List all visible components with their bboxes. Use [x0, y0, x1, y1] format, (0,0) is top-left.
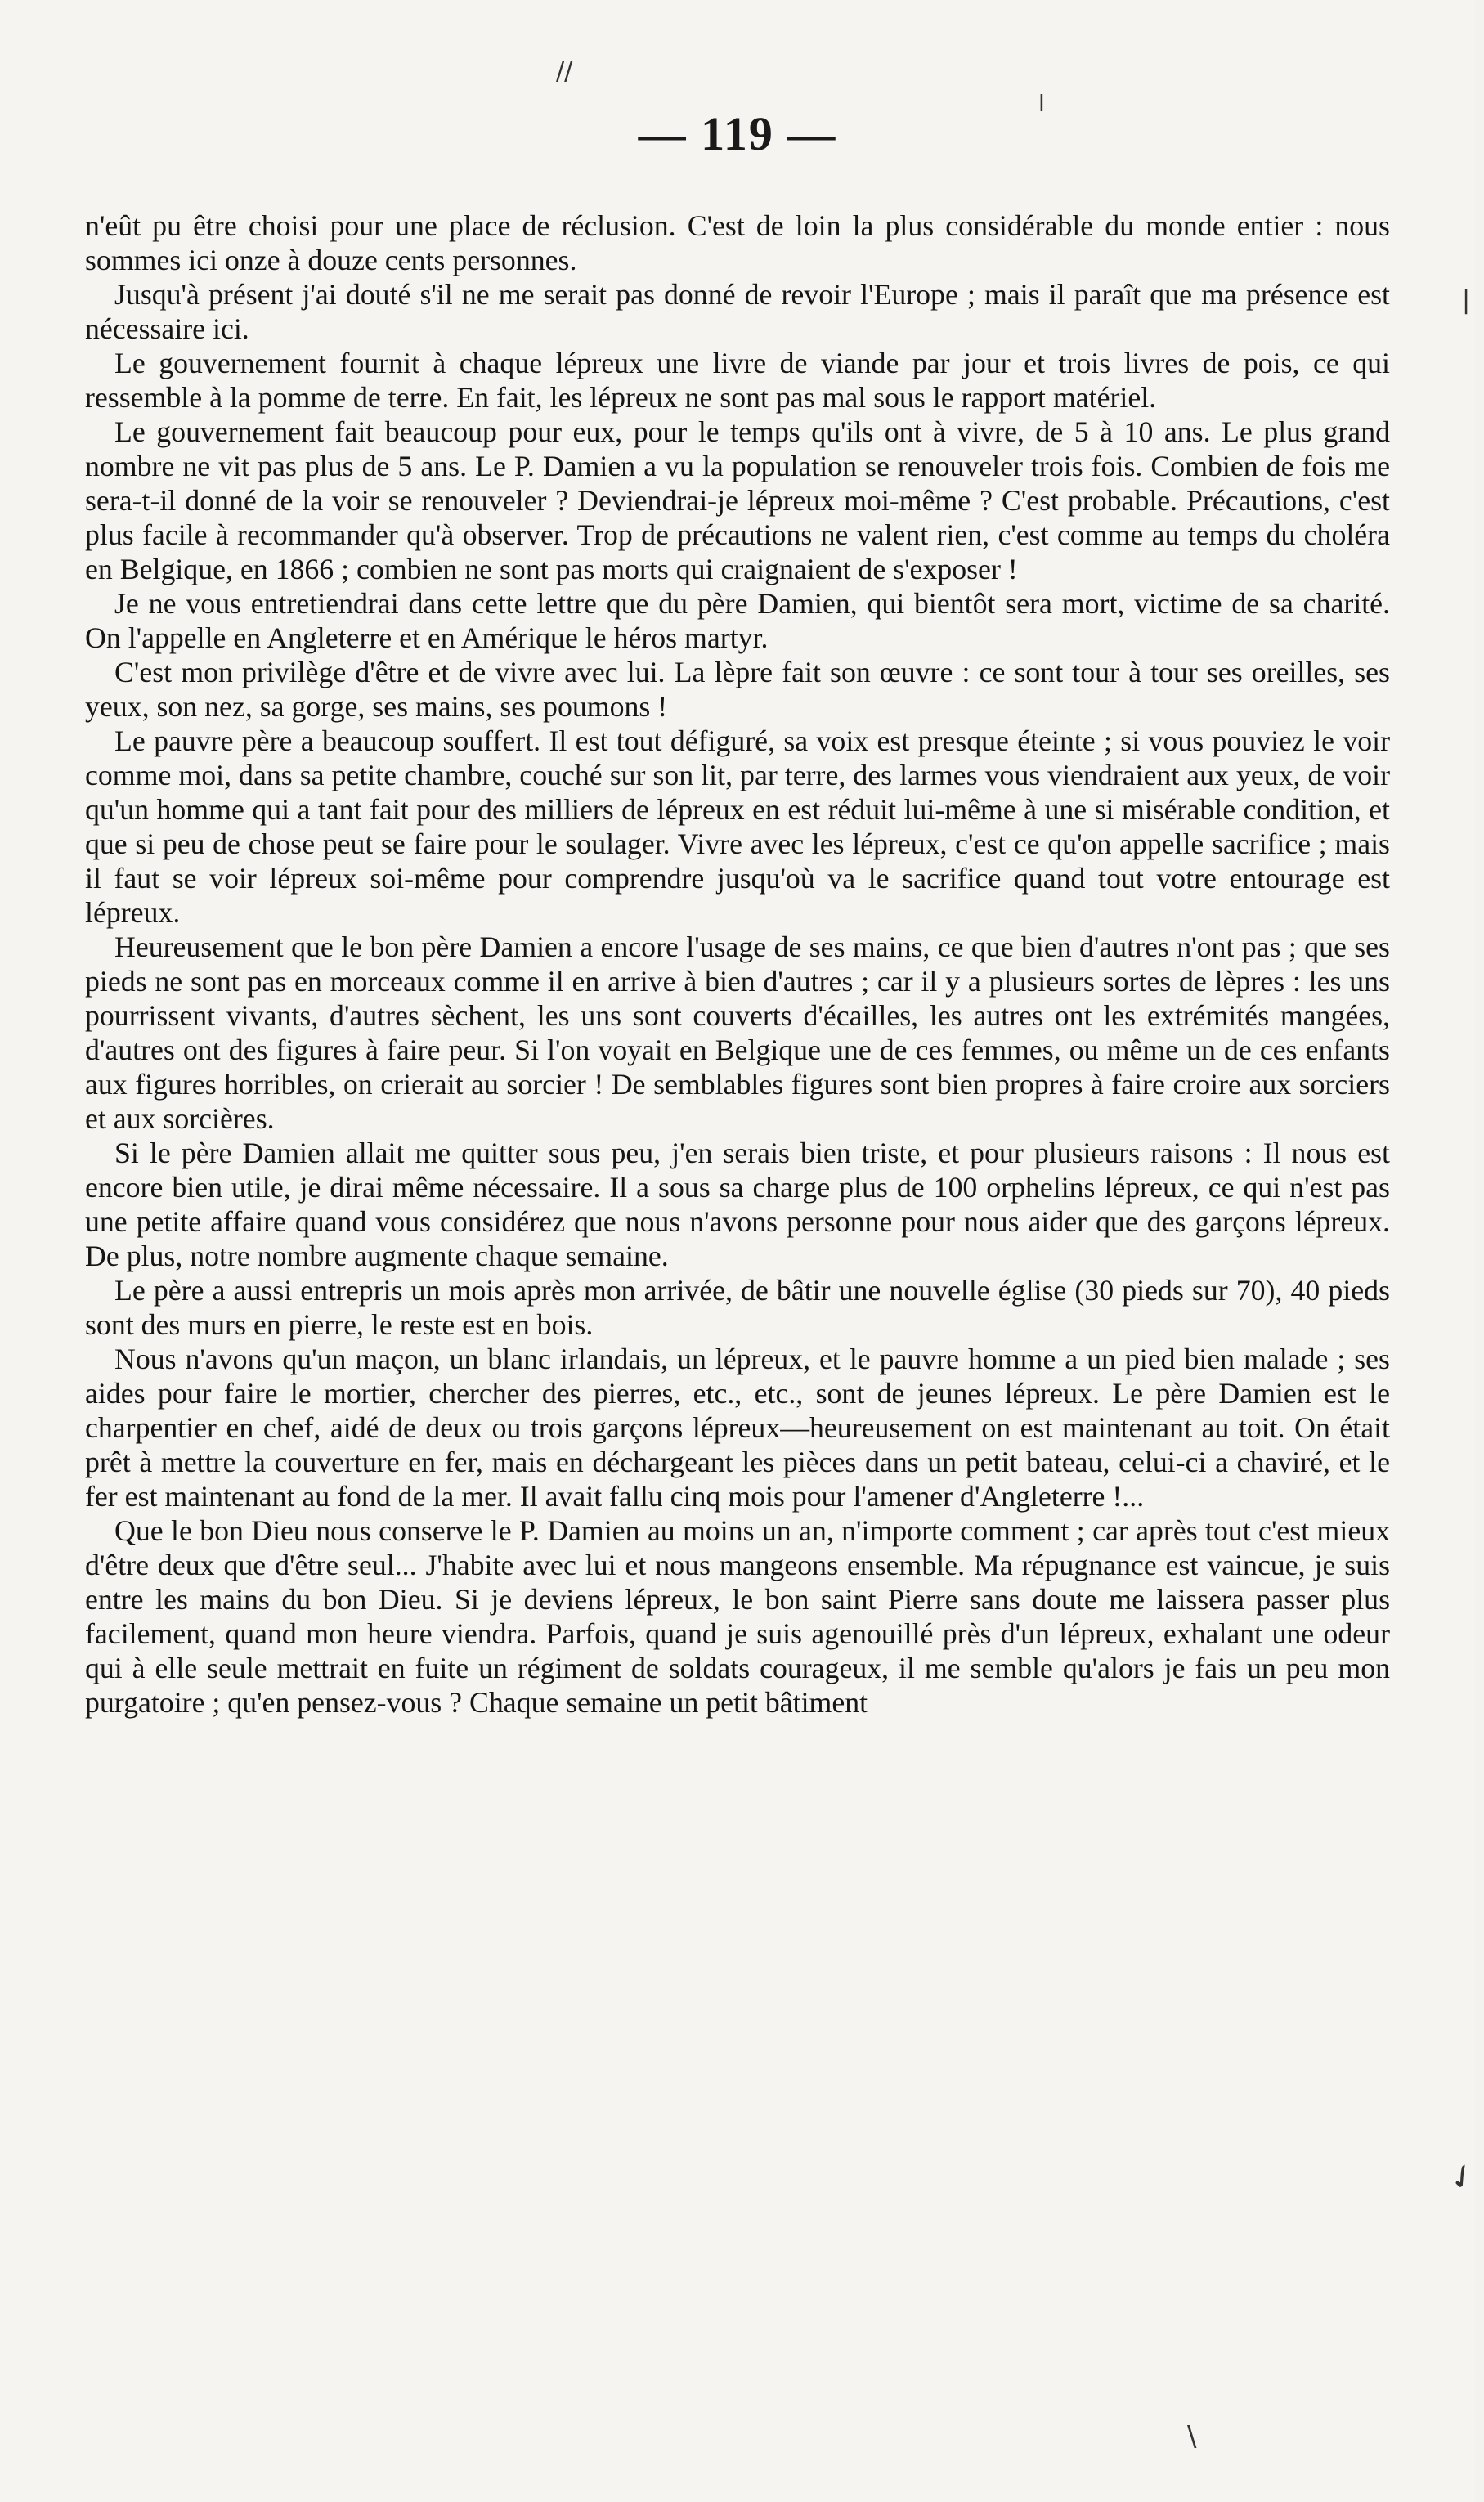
scan-speck: l — [1038, 90, 1045, 117]
paragraph-7: Le pauvre père a beaucoup souffert. Il est tout défiguré, sa voix est presque éteinte ; si vous pouviez le voir comme moi, dans sa petite chambre, couché sur son lit, par terre, des larmes vous viendraient aux yeux, de voir qu'un homme qui a tant fait pour des milliers de lépreux en est réduit lui-même à une si misérable condition, et que si peu de chose peut se faire pour le soulager. Vivre avec les lépreux, c'est ce qu'on appelle sacrifice ; mais il faut se voir lépreux soi-même pour comprendre jusqu'où va le sacrifice quand tout votre entourage est lépreux. — [85, 724, 1390, 929]
paragraph-6: C'est mon privilège d'être et de vivre avec lui. La lèpre fait son œuvre : ce sont tour à tour ses oreilles, ses yeux, son nez, sa gorge, ses mains, ses poumons ! — [85, 656, 1390, 723]
scan-speck: // — [556, 57, 573, 86]
paragraph-4: Le gouvernement fait beaucoup pour eux, pour le temps qu'ils ont à vivre, de 5 à 10 ans. Le plus grand nombre ne vit pas plus de 5 ans. Le P. Damien a vu la population se renouveler trois fois. Combien de fois me sera-t-il donné de la voir se renouveler ? Deviendrai-je lépreux moi-même ? C'est probable. Précautions, c'est plus facile à recommander qu'à observer. Trop de précautions ne valent rien, c'est comme au temps du choléra en Belgique, en 1866 ; combien ne sont pas morts qui craignaient de s'exposer ! — [85, 415, 1390, 585]
paragraph-12: Que le bon Dieu nous conserve le P. Damien au moins un an, n'importe comment ; car après tout c'est mieux d'être deux que d'être seul... J'habite avec lui et nous mangeons ensemble. Ma répugnance est vaincue, je suis entre les mains du bon Dieu. Si je deviens lépreux, le bon saint Pierre sans doute me laissera passer plus facilement, quand mon heure viendra. Parfois, quand je suis agenouillé près d'un lépreux, exhalant une odeur qui à elle seule mettrait en fuite un régiment de soldats courageux, il me semble qu'alors je fais un peu mon purgatoire ; qu'en pensez-vous ? Chaque semaine un petit bâtiment — [85, 1514, 1390, 1719]
paragraph-1: n'eût pu être choisi pour une place de réclusion. C'est de loin la plus considérable du monde entier : nous sommes ici onze à douze cents personnes. — [85, 209, 1390, 276]
body-text — [85, 208, 1390, 1720]
paragraph-9: Si le père Damien allait me quitter sous peu, j'en serais bien triste, et pour plusieurs raisons : Il nous est encore bien utile, je dirai même nécessaire. Il a sous sa charge plus de 100 orphelins lépreux, ce qui n'est pas une petite affaire quand vous considérez que nous n'avons personne pour nous aider que des garçons lépreux. De plus, notre nombre augmente chaque semaine. — [85, 1137, 1390, 1272]
paragraph-10: Le père a aussi entrepris un mois après mon arrivée, de bâtir une nouvelle église (30 pieds sur 70), 40 pieds sont des murs en pierre, le reste est en bois. — [85, 1274, 1390, 1341]
scan-speck: | — [1462, 286, 1471, 315]
paragraph-2: Jusqu'à présent j'ai douté s'il ne me serait pas donné de revoir l'Europe ; mais il paraît que ma présence est nécessaire ici. — [85, 278, 1390, 345]
scan-speck: ✓ — [1441, 2154, 1484, 2201]
scan-speck: \ — [1187, 2420, 1197, 2453]
paragraph-11: Nous n'avons qu'un maçon, un blanc irlandais, un lépreux, et le pauvre homme a un pied bien malade ; ses aides pour faire le mortier, chercher des pierres, etc., etc., sont de jeunes lépreux. Le père Damien est le charpentier en chef, aidé de deux ou trois garçons lépreux—heureusement on est maintenant au toit. On était prêt à mettre la couverture en fer, mais en déchargeant les pièces dans un petit bateau, celui-ci a chaviré, et le fer est maintenant au fond de la mer. Il avait fallu cinq mois pour l'amener d'Angleterre !... — [85, 1343, 1390, 1513]
paragraph-8: Heureusement que le bon père Damien a encore l'usage de ses mains, ce que bien d'autres n'ont pas ; que ses pieds ne sont pas en morceaux comme il en arrive à bien d'autres ; car il y a plusieurs sortes de lèpres : les uns pourrissent vivants, d'autres sèchent, les uns sont couverts d'écailles, les autres ont les extrémités mangées, d'autres ont des figures à faire peur. Si l'on voyait en Belgique une de ces femmes, ou même un de ces enfants aux figures horribles, on crierait au sorcier ! De semblables figures sont bien propres à faire croire aux sorciers et aux sorcières. — [85, 930, 1390, 1135]
paragraph-5: Je ne vous entretiendrai dans cette lettre que du père Damien, qui bientôt sera mort, victime de sa charité. On l'appelle en Angleterre et en Amérique le héros martyr. — [85, 587, 1390, 654]
paragraph-3: Le gouvernement fournit à chaque lépreux une livre de viande par jour et trois livres de pois, ce qui ressemble à la pomme de terre. En fait, les lépreux ne sont pas mal sous le rapport matériel. — [85, 347, 1390, 414]
page-number: — 119 — — [638, 107, 837, 160]
